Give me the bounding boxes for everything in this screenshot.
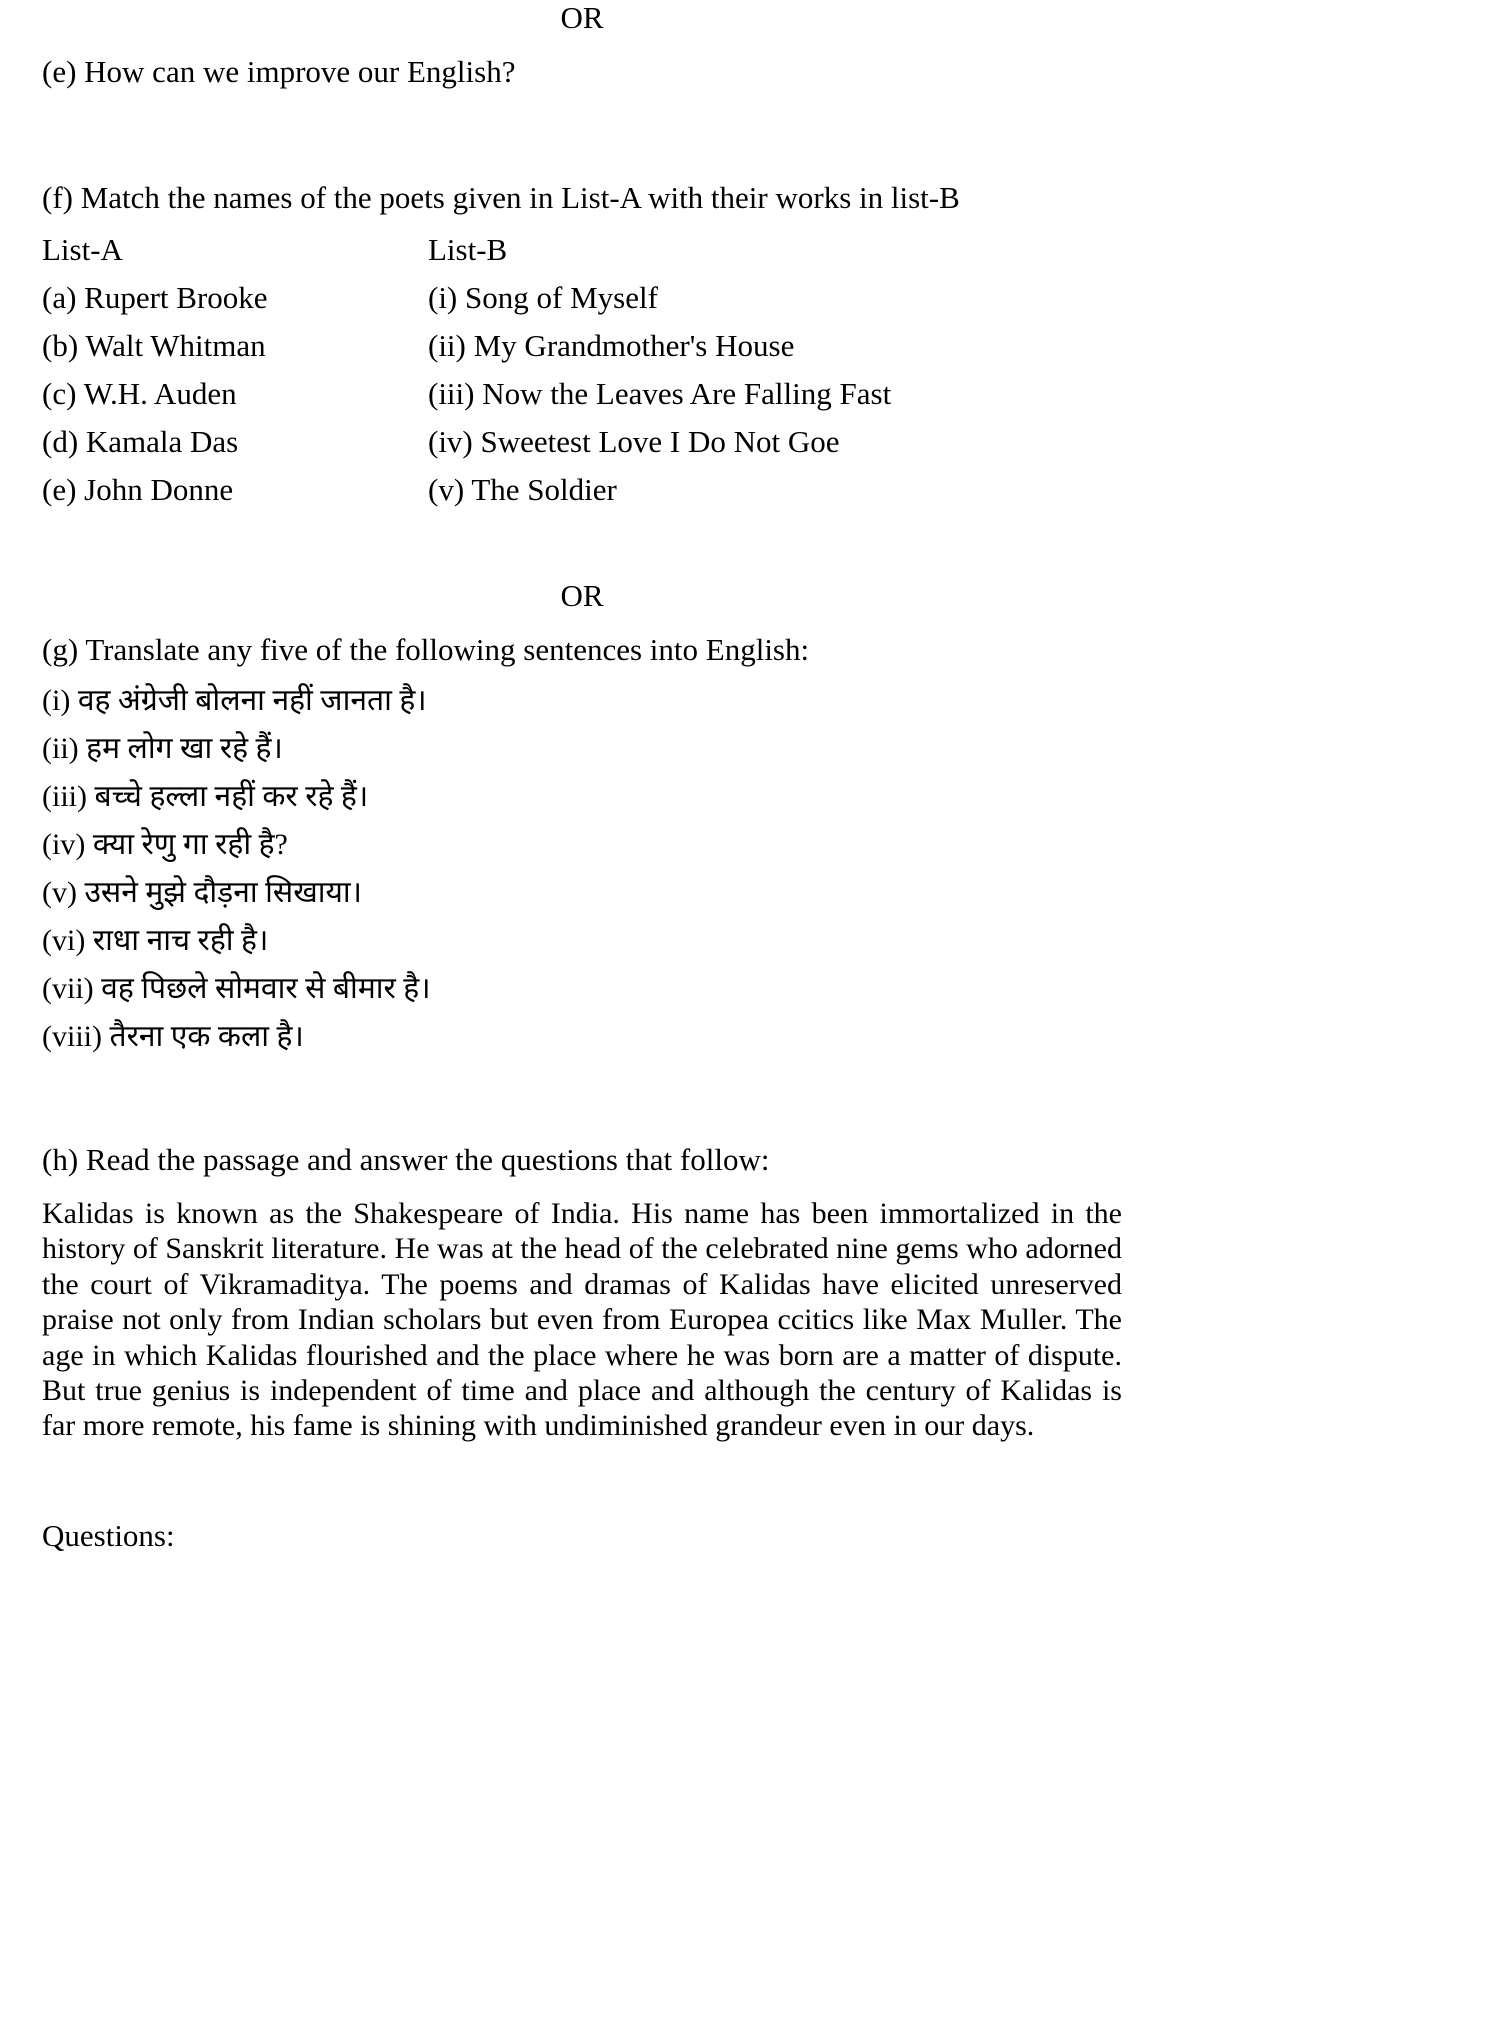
page-content — [42, 0, 1462, 1554]
match-list-table — [42, 234, 1122, 522]
translate-item: (v) उसने मुझे दौड़ना सिखाया। — [42, 876, 363, 909]
table-header-row — [42, 234, 1122, 282]
translate-item: (iii) बच्चे हल्ला नहीं कर रहे हैं। — [42, 780, 369, 813]
list-b-item: (iv) Sweetest Love I Do Not Goe — [428, 424, 840, 459]
spacer — [42, 614, 1462, 632]
table-row — [42, 474, 1122, 522]
list-a-item: (a) Rupert Brooke — [42, 280, 268, 315]
list-b-item: (i) Song of Myself — [428, 280, 658, 315]
spacer — [42, 1500, 1462, 1518]
translate-item: (ii) हम लोग खा रहे हैं। — [42, 732, 283, 765]
list-a-item: (c) W.H. Auden — [42, 376, 237, 411]
translate-item: (vi) राधा नाच रही है। — [42, 924, 269, 957]
question-h: (h) Read the passage and answer the questions that follow: — [42, 1142, 770, 1177]
table-row — [42, 282, 1122, 330]
spacer — [42, 1052, 1462, 1108]
table-row — [42, 426, 1122, 474]
list-b-header: List-B — [428, 232, 508, 267]
list-a-item: (b) Walt Whitman — [42, 328, 266, 363]
or-divider-top: OR — [560, 0, 604, 35]
spacer — [42, 522, 1462, 578]
list-b-item: (iii) Now the Leaves Are Falling Fast — [428, 376, 892, 411]
spacer — [42, 216, 1462, 234]
question-f: (f) Match the names of the poets given in List-A with their works in list-B — [42, 180, 960, 215]
translate-item: (iv) क्या रेणु गा रही है? — [42, 828, 288, 861]
translate-item: (viii) तैरना एक कला है। — [42, 1020, 304, 1053]
translate-item: (i) वह अंग्रेजी बोलना नहीं जानता है। — [42, 684, 427, 717]
spacer — [42, 1178, 1462, 1196]
table-row — [42, 378, 1122, 426]
question-g: (g) Translate any five of the following sentences into English: — [42, 632, 810, 667]
translate-item: (vii) वह पिछले सोमवार से बीमार है। — [42, 972, 431, 1005]
spacer — [42, 1108, 1462, 1142]
questions-label: Questions: — [42, 1517, 175, 1553]
list-a-item: (e) John Donne — [42, 472, 234, 507]
or-divider-middle: OR — [560, 578, 604, 613]
reading-passage: Kalidas is known as the Shakespeare of India. His name has been immortalized in the history of Sanskrit literature. He was at the head of the celebrated nine gems who adorned the court of Vikramaditya. The poems and dramas of Kalidas have elicited unreserved praise not only from Indian scholars but even from Europea ccitics like Max Muller. The age in which Kalidas flourished and the place where he was born are a matter of dispute. But true genius is independent of time and place and although the century of Kalidas is far more remote, his fame is shining with undiminished grandeur even in our days. — [42, 1197, 1122, 1443]
spacer — [42, 36, 1462, 54]
list-b-item: (ii) My Grandmother's House — [428, 328, 795, 363]
spacer — [42, 1444, 1462, 1500]
question-e: (e) How can we improve our English? — [42, 54, 516, 89]
list-a-header: List-A — [42, 232, 123, 267]
list-a-item: (d) Kamala Das — [42, 424, 239, 459]
spacer — [42, 90, 1462, 146]
spacer — [42, 146, 1462, 180]
list-b-item: (v) The Soldier — [428, 472, 617, 507]
table-row — [42, 330, 1122, 378]
